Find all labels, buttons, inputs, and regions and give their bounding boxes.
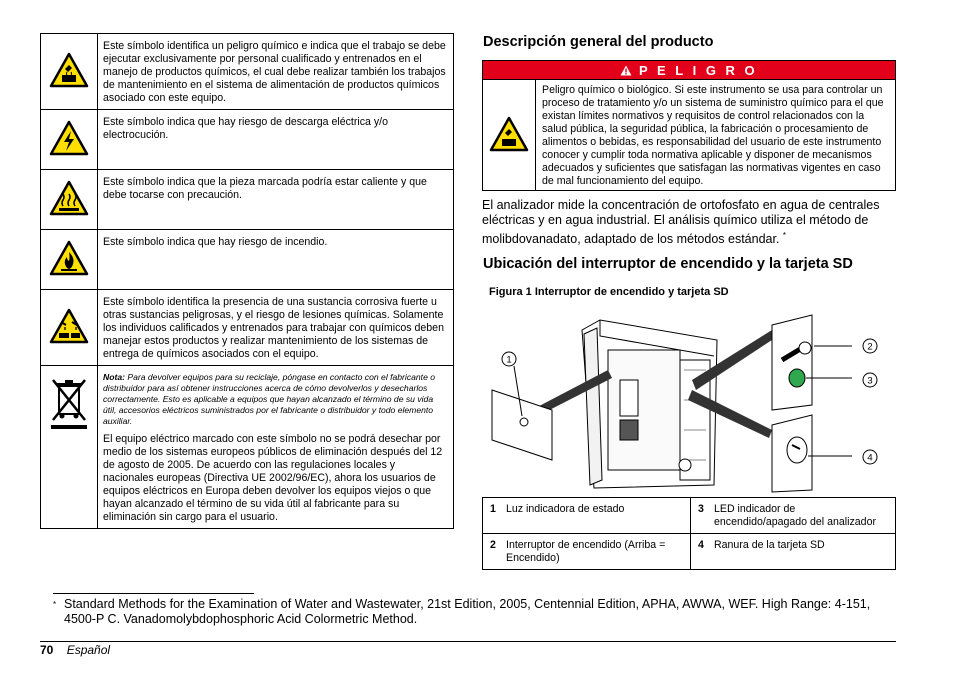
sd-slot-icon xyxy=(787,437,807,463)
section-title-product: Descripción general del producto xyxy=(483,34,714,50)
legend-label: LED indicador de encendido/apagado del analizador xyxy=(710,498,896,534)
led-icon xyxy=(789,369,805,387)
callout-4 xyxy=(863,450,877,464)
symbol-desc-hot-surface: Este símbolo indica que la pieza marcada podría estar caliente y que debe tocarse con precaución. xyxy=(98,170,454,230)
danger-label: P E L I G R O xyxy=(638,63,758,78)
legend-num: 3 xyxy=(691,498,711,534)
symbols-table xyxy=(40,33,454,529)
power-switch-icon xyxy=(799,342,811,354)
symbol-desc-electrical: Este símbolo indica que hay riesgo de descarga eléctrica y/o electrocución. xyxy=(98,110,454,170)
footer-language: Español xyxy=(66,643,111,657)
callout-3 xyxy=(863,373,877,387)
svg-text:3: 3 xyxy=(867,375,873,387)
status-light-icon xyxy=(520,418,528,426)
callout-1 xyxy=(502,352,516,366)
legend-num: 1 xyxy=(483,498,503,534)
danger-text: Peligro químico o biológico. Si este instrumento se usa para controlar un proceso de tratamiento y/o un sistema de suministro químico para el que existan límites normativos y requisitos de control relacionados con la salud pública, la seguridad pública, la fabricación o procesamiento de alimentos o bebidas, es responsabilidad del usuario de este instrumento conocer y cumplir toda normativa aplicable y disponer de mecanismos adecuados y suficientes que satisfagan las normativas vigentes en caso de mal funcionamiento del equipo. xyxy=(542,84,884,187)
symbol-desc-weee xyxy=(98,366,454,529)
crossed-out-bin-icon xyxy=(41,366,98,529)
chemical-hazard-icon xyxy=(41,34,98,110)
svg-text:1: 1 xyxy=(506,354,512,366)
svg-text:2: 2 xyxy=(867,341,873,353)
product-description xyxy=(482,198,902,247)
product-description-text: El analizador mide la concentración de ortofosfato en agua de centrales eléctricas y en agua industrial. El análisis químico utiliza el método de molibdovanadato, adaptado de los métodos estándar. xyxy=(482,198,880,247)
footnote-text: Standard Methods for the Examination of Water and Wastewater, 21st Edition, 2005, Centennial Edition, APHA, AWWA, WEF. High Range: 4-151, 4500-P C. Vanadomolybdophosphoric Acid Colormetric Method. xyxy=(64,597,871,626)
note-label: Nota: xyxy=(103,372,125,382)
callout-2 xyxy=(863,339,877,353)
legend-label: Luz indicadora de estado xyxy=(502,498,691,534)
symbol-desc-corrosive: Este símbolo identifica la presencia de una sustancia corrosiva fuerte u otras sustancias peligrosas, y el riesgo de lesiones químicas. Solamente los individuos calificados y entrenados para trabajar con químicos deben manejar estos productos y realizar mantenimiento de los sistemas de entrega de químicos asociados con el equipo. xyxy=(98,290,454,366)
footnote-mark: * xyxy=(53,600,57,609)
chemical-hazard-icon xyxy=(489,116,529,152)
section-title-switch: Ubicación del interruptor de encendido y la tarjeta SD xyxy=(483,256,853,272)
corrosive-hazard-icon xyxy=(41,290,98,366)
note-text: Para devolver equipos para su reciclaje, póngase en contacto con el fabricante o distribuidor para así obtener instrucciones acerca de cómo devolverlos y desecharlos correctamente. Esto es aplicable a equipos que hayan alcanzado el término de su vida útil, accesorios eléctricos suministrados por el fabricante o distribuidor y todo elemento auxiliar. xyxy=(103,372,436,426)
footnote-ref: * xyxy=(782,231,787,240)
footnote-divider xyxy=(53,593,254,594)
figure-caption: Figura 1 Interruptor de encendido y tarjeta SD xyxy=(489,286,729,298)
weee-text: El equipo eléctrico marcado con este símbolo no se podrá desechar por medio de los sistemas europeos públicos de eliminación después del 12 de agosto de 2005. De acuerdo con las regulaciones locales y nacionales europeas (Directiva UE 2002/96/EC), ahora los usuarios de equipos eléctricos en Europa deben devolver los equipos viejos o que hayan alcanzado el término de su vida útil al fabricante para su eliminación sin cargo para el usuario. xyxy=(103,433,443,523)
figure-legend xyxy=(482,497,896,570)
danger-triangle-icon xyxy=(620,63,639,78)
page-footer xyxy=(40,643,110,657)
legend-num: 4 xyxy=(691,534,711,570)
weee-note xyxy=(103,372,448,427)
fire-hazard-icon xyxy=(41,230,98,290)
hot-surface-icon xyxy=(41,170,98,230)
analyzer-figure xyxy=(482,310,896,495)
danger-banner xyxy=(482,60,896,80)
footnote xyxy=(53,597,893,627)
electrical-hazard-icon xyxy=(41,110,98,170)
legend-label: Ranura de la tarjeta SD xyxy=(710,534,896,570)
symbol-desc-chemical: Este símbolo identifica un peligro químico e indica que el trabajo se debe ejecutar exclusivamente por personal cualificado y entrenados en el manejo de productos químicos, el cual debe realizar también los trabajos de mantenimiento en el sistema de alimentación de productos químicos asociado con este equipo. xyxy=(98,34,454,110)
svg-text:4: 4 xyxy=(867,452,873,464)
footer-divider xyxy=(40,641,896,642)
legend-label: Interruptor de encendido (Arriba = Encendido) xyxy=(502,534,691,570)
legend-num: 2 xyxy=(483,534,503,570)
symbol-desc-fire: Este símbolo indica que hay riesgo de incendio. xyxy=(98,230,454,290)
page-number: 70 xyxy=(40,643,54,657)
danger-box xyxy=(482,79,896,191)
